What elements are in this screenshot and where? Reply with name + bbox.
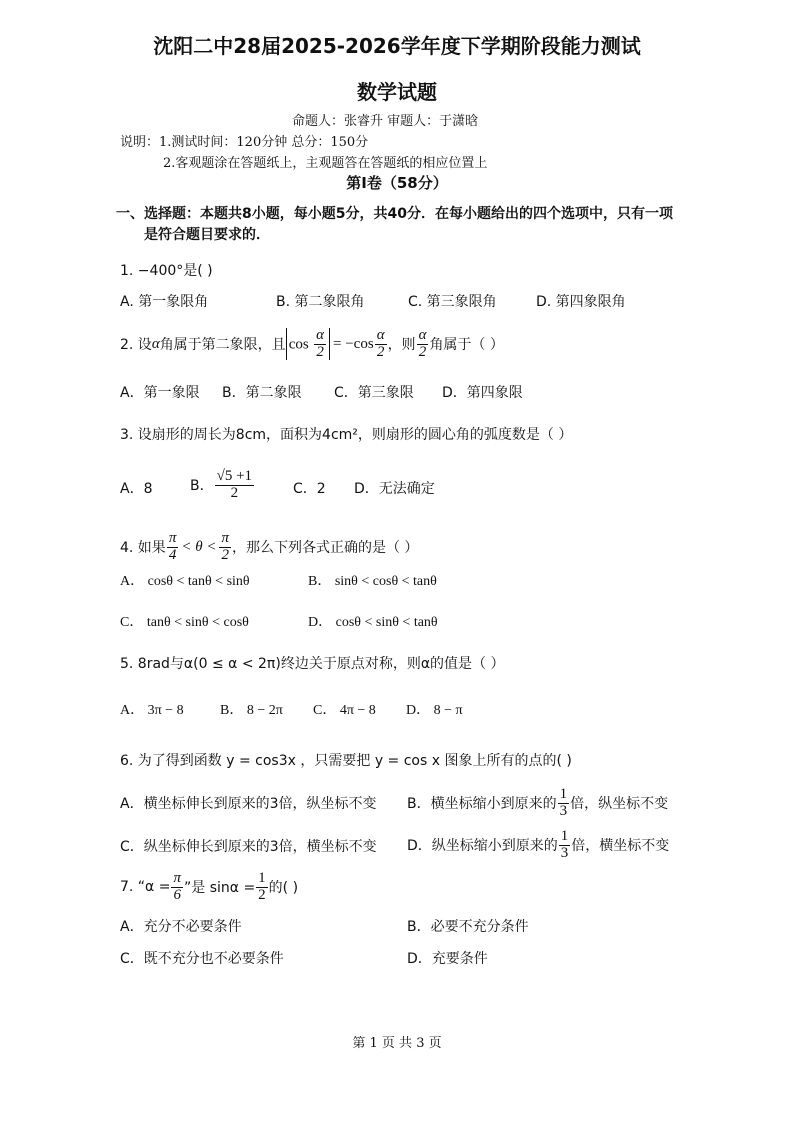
q6-option-a: A．横坐标伸长到原来的3倍，纵坐标不变 bbox=[120, 796, 377, 812]
q5-option-a: A． 3π − 8 bbox=[120, 703, 184, 718]
q3-option-a: A．8 bbox=[120, 481, 153, 497]
note-line-2: 2.客观题涂在答题纸上，主观题答在答题纸的相应位置上 bbox=[163, 156, 488, 171]
question-5: 5. 8rad与α(0 ≤ α < 2π)终边关于原点对称，则α的值是（ ） bbox=[120, 656, 505, 672]
q6-option-d: D．纵坐标缩小到原来的 $\frac{1}{3}$ 倍，横坐标不变 bbox=[407, 827, 670, 861]
q7-option-c: C．既不充分也不必要条件 bbox=[120, 951, 284, 967]
authors: 命题人：张睿升 审题人：于潇晗 bbox=[292, 114, 479, 129]
question-4: 4. 如果 $\frac{\pi}{4}$ < θ < $\frac{\pi}{2}$ ，那么下列各式正确的是（ ） bbox=[120, 529, 419, 563]
q3-option-d: D．无法确定 bbox=[354, 481, 435, 497]
section-heading: 第Ⅰ卷（58分） bbox=[346, 174, 448, 192]
q4-option-b: B． sinθ < cosθ < tanθ bbox=[308, 574, 437, 589]
q3-option-c: C．2 bbox=[293, 481, 326, 497]
q2-option-b: B．第二象限 bbox=[222, 385, 302, 401]
q2-option-a: A．第一象限 bbox=[120, 385, 200, 401]
q1-option-c: C. 第三象限角 bbox=[408, 294, 497, 310]
q1-option-a: A. 第一象限角 bbox=[120, 294, 209, 310]
q2-option-c: C．第三象限 bbox=[334, 385, 414, 401]
question-7: 7. “α = $\frac{\pi}{6}$ ”是 sinα = $\frac{1}{2}$ 的( ) bbox=[120, 869, 299, 903]
q6-option-b: B．横坐标缩小到原来的 $\frac{1}{3}$ 倍，纵坐标不变 bbox=[407, 785, 669, 819]
question-1: 1. −400°是( ) bbox=[120, 263, 213, 279]
q4-option-d: D． cosθ < sinθ < tanθ bbox=[308, 615, 438, 630]
q2-option-d: D．第四象限 bbox=[442, 385, 523, 401]
q3-option-b: B． $\frac{√5 +1}{2}$ bbox=[190, 467, 253, 501]
q5-option-c: C． 4π − 8 bbox=[313, 703, 376, 718]
q4-option-c: C． tanθ < sinθ < cosθ bbox=[120, 615, 249, 630]
q4-option-a: A． cosθ < tanθ < sinθ bbox=[120, 574, 250, 589]
q6-option-c: C．纵坐标伸长到原来的3倍，横坐标不变 bbox=[120, 839, 377, 855]
q5-option-d: D． 8 − π bbox=[406, 703, 463, 718]
q5-option-b: B． 8 − 2π bbox=[220, 703, 283, 718]
question-2: 2. 设 α 角属于第二象限，且 cos $\frac{\alpha}{2}$ = −cos $\frac{\alpha}{2}$ ，则 $\frac{\alpha}{2}$ 角属于（ ） bbox=[120, 326, 504, 360]
q1-option-b: B. 第二象限角 bbox=[276, 294, 365, 310]
question-3: 3. 设扇形的周长为8cm，面积为4cm²，则扇形的圆心角的弧度数是（ ） bbox=[120, 427, 573, 443]
instructions-line-2: 是符合题目要求的． bbox=[144, 227, 270, 243]
q7-option-a: A．充分不必要条件 bbox=[120, 919, 242, 935]
q7-option-d: D．充要条件 bbox=[407, 951, 488, 967]
q1-option-d: D. 第四象限角 bbox=[536, 294, 626, 310]
page-number: 第 1 页 共 3 页 bbox=[352, 1036, 442, 1051]
note-line-1: 说明：1.测试时间：120分钟 总分：150分 bbox=[120, 135, 369, 150]
subject-title: 数学试题 bbox=[357, 80, 437, 104]
instructions-line-1: 一、选择题：本题共8小题，每小题5分，共40分．在每小题给出的四个选项中，只有一项 bbox=[116, 206, 673, 222]
exam-title: 沈阳二中28届2025-2026学年度下学期阶段能力测试 bbox=[153, 34, 641, 58]
question-6: 6. 为了得到函数 y = cos3x ，只需要把 y = cos x 图象上所有的点的( ) bbox=[120, 753, 572, 769]
q7-option-b: B．必要不充分条件 bbox=[407, 919, 529, 935]
